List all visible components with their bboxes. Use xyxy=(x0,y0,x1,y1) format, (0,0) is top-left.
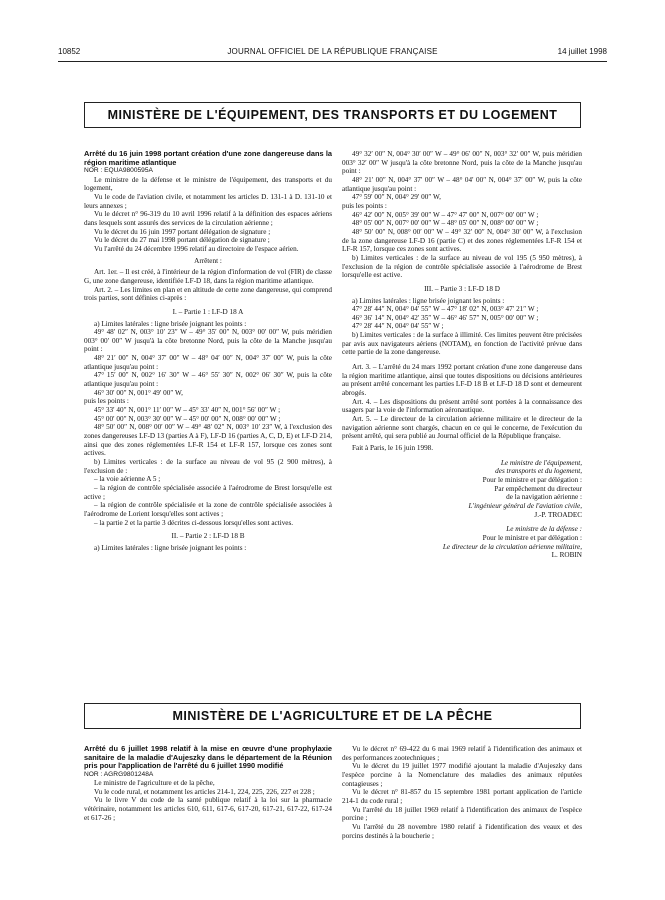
visa: Vu le décret du 27 mai 1998 portant délégation de signature ; xyxy=(94,236,270,245)
journal-title: JOURNAL OFFICIEL DE LA RÉPUBLIQUE FRANÇAISE xyxy=(227,47,438,56)
part1-line: 49° 48′ 02″ N, 003° 10′ 23″ W – 49° 35′ 00″ N, 003° 00′ 00″ W, puis méridien 003° 00′ 00″ W jusqu'à la côte bretonne Nord, puis la côte de la Manche jusqu'au point : xyxy=(84,328,332,354)
part1-line: 47° 15′ 00″ N, 002° 16′ 30″ W – 46° 55′ 30″ N, 002° 06′ 30″ W, puis la côte atlantique jusqu'au point : xyxy=(84,371,332,389)
arrete2-right-column xyxy=(342,745,582,895)
signature-line: des transports et du logement, xyxy=(495,467,582,476)
arrete1-title: Arrêté du 16 juin 1998 portant création d'une zone dangereuse dans la région maritime atlantique xyxy=(84,150,332,167)
arretent: Arrêtent : xyxy=(194,256,222,265)
visa: Vu le décret n° 81-857 du 15 septembre 1981 portant application de l'article 214-1 du code rural ; xyxy=(342,788,582,805)
part3-line: a) Limites latérales : ligne brisée joignant les points : xyxy=(352,296,505,305)
visa: Le ministre de la défense et le ministre de l'équipement, des transports et du logement, xyxy=(84,175,332,193)
part3-title: III. – Partie 3 : LF-D 18 D xyxy=(424,284,500,293)
part2-line: puis les points : xyxy=(342,201,387,210)
arrete2-nor: NOR : AGRG9801248A xyxy=(84,770,154,778)
signatory-name: L. ROBIN xyxy=(551,551,582,560)
arrete1-right-column xyxy=(342,150,582,645)
article-5: Art. 5. – Le directeur de la circulation aérienne militaire et le directeur de la navigation aérienne sont chargés, chacun en ce qui le concerne, de l'exécution du présent arrêté, qui sera publié au Journal officiel de la République française. xyxy=(342,415,582,441)
issue-date: 14 juillet 1998 xyxy=(557,47,607,56)
part2-line: 46° 42′ 00″ N, 005° 39′ 00″ W – 47° 47′ 00″ N, 007° 00′ 00″ W ; xyxy=(352,210,539,219)
visa: Vu l'arrêté du 28 novembre 1980 relatif à l'identification des veaux et des porcins destinés à la boucherie ; xyxy=(342,822,582,840)
header-rule xyxy=(58,61,607,62)
part1-line: 46° 30′ 00″ N, 001° 49′ 00″ W, xyxy=(94,388,183,397)
visa: Vu le décret du 19 juillet 1977 modifié ajoutant la maladie d'Aujeszky dans l'espèce porcine à la Nomenclature des maladies des animaux réputées contagieuses ; xyxy=(342,762,582,788)
signature-line: Le ministre de la défense : xyxy=(506,525,582,534)
part1-line: 48° 21′ 00″ N, 004° 37′ 00″ W – 48° 04′ 00″ N, 004° 37′ 00″ W, puis la côte atlantique jusqu'au point : xyxy=(84,354,332,371)
ministry-agriculture-banner xyxy=(84,703,581,729)
signatory-name: J.-P. TROADEC xyxy=(534,510,582,519)
arrete2-title: Arrêté du 6 juillet 1998 relatif à la mise en œuvre d'une prophylaxie sanitaire de la maladie d'Aujeszky dans le département de la Réunion pris pour l'application de l'arrêté du 6 juillet 1990 modifié xyxy=(84,745,332,770)
article-1: Art. 1er. – Il est créé, à l'intérieur de la région d'information de vol (FIR) de classe G, une zone dangereuse, identifiée LF-D 18, dans la région maritime atlantique. xyxy=(84,268,332,285)
arrete2-left-column xyxy=(84,745,332,895)
arrete1-nor: NOR : EQUA9800595A xyxy=(84,167,153,174)
article-3: Art. 3. – L'arrêté du 24 mars 1992 portant création d'une zone dangereuse dans la région maritime atlantique, ainsi que toutes dispositions ou décisions antérieures au présent arrêté concernant les parties LF-D 18 B et LF-D 18 D sont et demeurent abrogés. xyxy=(342,363,582,398)
part2-line: 48° 50′ 00″ N, 008° 00′ 00″ W – 49° 32′ 00″ N, 004° 30′ 00″ W, à l'exclusion de la zone dangereuse LF-D 16 (partie C) et des zones réglementées LF-R 154 et LF-R 157, lorsque ces zones sont actives. xyxy=(342,227,582,254)
article-4: Art. 4. – Les dispositions du présent arrêté sont portées à la connaissance des usagers par la voie de l'information aéronautique. xyxy=(342,397,582,415)
part1-line: 45° 00′ 00″ N, 003° 30′ 00″ W – 45° 00′ 00″ N, 008° 00′ 00″ W ; xyxy=(94,414,281,423)
part1-line: 45° 33′ 40″ N, 001° 11′ 00″ W – 45° 33′ 40″ N, 001° 56′ 00″ W ; xyxy=(94,406,281,415)
page-header xyxy=(58,47,607,59)
visa: Le ministre de l'agriculture et de la pêche, xyxy=(94,779,215,788)
part1-line: puis les points : xyxy=(84,397,129,406)
part3-line: 47° 28′ 44″ N, 004° 04′ 55″ W ; xyxy=(352,322,444,331)
visa: Vu l'arrêté du 18 juillet 1969 relatif à l'identification des animaux de l'espèce porcine ; xyxy=(342,805,582,823)
part3-line: 47° 28′ 44″ N, 004° 04′ 55″ W – 47° 18′ 02″ N, 003° 47′ 21″ W ; xyxy=(352,305,539,314)
part1-line: 48° 50′ 00″ N, 008° 00′ 00″ W – 49° 48′ 02″ N, 003° 10′ 23″ W, à l'exclusion des zones dangereuses LF-D 13 (parties A à F), LF-D 16 (parties A, C, D, E) et LF-D 214, ainsi que des zones réglementées LF-R 154 et LF-R 157, lorsque ces zones sont actives. xyxy=(84,423,332,458)
signature-line: Pour le ministre et par délégation : xyxy=(482,533,582,542)
done-at: Fait à Paris, le 16 juin 1998. xyxy=(352,444,434,452)
signature-line: de la navigation aérienne : xyxy=(506,493,582,502)
visa: Vu le livre V du code de la santé publique relatif à la loi sur la pharmacie vétérinaire, notamment les articles 610, 611, 617-6, 617-20, 617-21, 617-22, 617-24 et 617-26 ; xyxy=(84,796,332,822)
part2-line: 49° 32′ 00″ N, 004° 30′ 00″ W – 49° 06′ 00″ N, 003° 32′ 00″ W, puis méridien 003° 32′ 00″ W jusqu'à la côte bretonne Nord, puis la côte de la Manche jusqu'au point : xyxy=(342,150,582,176)
ministry-equipement-title: MINISTÈRE DE L'ÉQUIPEMENT, DES TRANSPORTS ET DU LOGEMENT xyxy=(107,108,558,122)
visa: Vu le décret n° 69-422 du 6 mai 1969 relatif à l'identification des animaux et des performances zootechniques ; xyxy=(342,745,582,762)
part2-title: II. – Partie 2 : LF-D 18 B xyxy=(171,532,245,541)
page-number: 10852 xyxy=(58,47,81,56)
signature-line: Le ministre de l'équipement, xyxy=(500,458,582,467)
part2-line: 47° 59′ 00″ N, 004° 29′ 00″ W, xyxy=(352,193,441,202)
part1-line: – la partie 2 et la partie 3 décrites ci-dessous lorsqu'elles sont actives. xyxy=(94,518,294,527)
visa: Vu le code de l'aviation civile, et notamment les articles D. 131-1 à D. 131-10 et leurs annexes ; xyxy=(84,192,332,210)
visa: Vu l'arrêté du 24 décembre 1996 relatif au directoire de l'espace aérien. xyxy=(94,244,299,253)
part2-line: b) Limites verticales : de la surface au niveau de vol 195 (5 950 mètres), à l'exclusion de la région de contrôle spécialisée associée à l'aérodrome de Brest lorsqu'elle est active. xyxy=(342,253,582,280)
part2-line: a) Limites latérales : ligne brisée joignant les points : xyxy=(94,543,247,552)
part3-line: b) Limites verticales : de la surface à illimité. Ces limites peuvent être précisées par avis aux navigateurs aériens (NOTAM), en fonction de l'activité prévue dans cette partie de la zone dangereuse. xyxy=(342,331,582,357)
visa: Vu le code rural, et notamment les articles 214-1, 224, 225, 226, 227 et 228 ; xyxy=(94,787,315,796)
part2-line: 48° 05′ 00″ N, 007° 00′ 00″ W – 48° 05′ 00″ N, 008° 00′ 00″ W ; xyxy=(352,219,539,228)
article-2: Art. 2. – Les limites en plan et en altitude de cette zone dangereuse, qui comprend trois parties, sont définies ci-après : xyxy=(84,285,332,303)
part1-line: – la voie aérienne A 5 ; xyxy=(94,475,161,484)
part1-line: – la région de contrôle spécialisée et la zone de contrôle spécialisée associées à l'aérodrome de Lorient lorsqu'elles sont actives ; xyxy=(84,501,332,518)
signature-line: Pour le ministre et par délégation : xyxy=(482,475,582,484)
part3-line: 46° 36′ 14″ N, 004° 42′ 35″ W – 46° 46′ 57″ N, 005° 00′ 00″ W ; xyxy=(352,313,539,322)
arrete1-left-column xyxy=(84,150,332,645)
visa: Vu le décret n° 96-319 du 10 avril 1996 relatif à la définition des espaces aériens dans lesquels sont assurés des services de la circulation aérienne ; xyxy=(84,210,332,227)
signature-line: L'ingénieur général de l'aviation civile, xyxy=(468,501,582,510)
part1-line: – la région de contrôle spécialisée associée à l'aérodrome de Brest lorsqu'elle est active ; xyxy=(84,483,332,501)
ministry-equipement-banner xyxy=(84,102,581,128)
part1-line: b) Limites verticales : de la surface au niveau de vol 95 (2 900 mètres), à l'exclusion de : xyxy=(84,458,332,475)
signature-line: Le directeur de la circulation aérienne militaire, xyxy=(442,542,582,551)
signature-line: Par empêchement du directeur xyxy=(494,484,582,493)
part2-line: 48° 21′ 00″ N, 004° 37′ 00″ W – 48° 04′ 00″ N, 004° 37′ 00″ W, puis la côte atlantique jusqu'au point : xyxy=(342,175,582,193)
visa: Vu le décret du 16 juin 1997 portant délégation de signature ; xyxy=(94,227,271,236)
part1-title: I. – Partie 1 : LF-D 18 A xyxy=(172,307,244,316)
part1-line: a) Limites latérales : ligne brisée joignant les points : xyxy=(94,319,247,328)
ministry-agriculture-title: MINISTÈRE DE L'AGRICULTURE ET DE LA PÊCHE xyxy=(172,709,493,723)
